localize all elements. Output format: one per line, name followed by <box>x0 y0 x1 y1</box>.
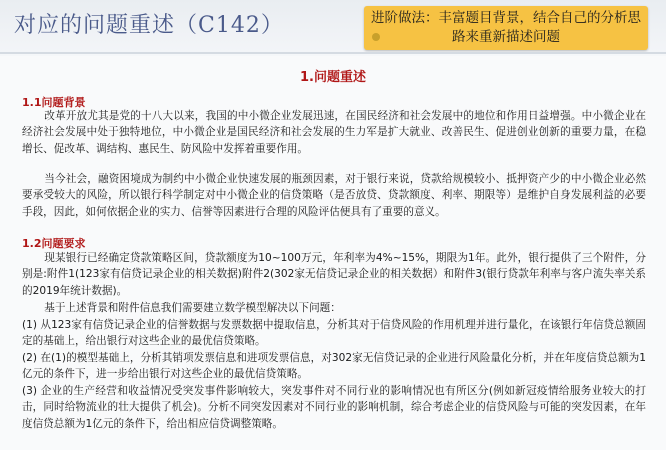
slide-title: 对应的问题重述（C142） <box>14 13 284 38</box>
background-paragraph-1: 改革开放尤其是党的十八大以来，我国的中小微企业发展迅速，在国民经济和社会发展中的地位和作用日益增强。中小微企业在经济社会发展中处于独特地位，中小微企业是国民经济和社会发展的生力军是扩大就业、改善民生、促进创业创新的重要力量，在稳增长、促改革、调结构、惠民生、防风险中发挥着重要作用。 <box>22 110 646 155</box>
requirement-item-1: (1) 从123家有信贷记录企业的信誉数据与发票数据中提取信息，分析其对于信贷风险的作用机理并进行量化，在该银行年信贷总额固定的基础上，给出银行对这些企业的最优信贷策略。 <box>22 319 646 348</box>
section-heading-background: 1.1问题背景 <box>22 96 86 109</box>
pointer-dot-icon <box>372 33 380 41</box>
callout-box <box>364 6 648 50</box>
background-paragraph-2: 当今社会，融资困境成为制约中小微企业快速发展的瓶颈因素，对于银行来说，贷款给规模较小、抵押资产少的中小微企业必然要承受较大的风险，所以银行科学制定对中小微企业的信贷策略（是否放贷、贷款额度、利率、期限等）是维护自身发展利益的必要手段，因此，如何依据企业的实力、信誉等因素进行合理的风险评估便具有了重要的意义。 <box>22 173 646 218</box>
requirement-item-2: (2) 在(1)的模型基础上，分析其销项发票信息和进项发票信息，对302家无信贷记录的企业进行风险量化分析，并在年度信贷总额为1亿元的条件下，进一步给出银行对这些企业的最优信贷策略。 <box>22 352 646 381</box>
requirement-item-3: (3) 企业的生产经营和收益情况受突发事件影响较大，突发事件对不同行业的影响情况也有所区分(例如新冠疫情给服务业较大的打击，同时给物流业的壮大提供了机会)。分析不同突发因素对不同行业的影响机制，综合考虑企业的信贷风险与可能的突发因素，在年度信贷总额为1亿元的条件下，给出相应信贷调整策略。 <box>22 385 646 430</box>
title-divider <box>0 52 666 54</box>
requirements-paragraph-1: 现某银行已经确定贷款策略区间，贷款额度为10~100万元，年利率为4%~15%，期限为1年。此外，银行提供了三个附件，分别是:附件1(123家有信贷记录企业的相关数据)附件2(302家无信贷记录企业的相关数据）和附件3(银行贷款年利率与客户流失率关系的2019年统计数据)。 <box>22 252 646 297</box>
section-heading-requirements: 1.2问题要求 <box>22 237 86 250</box>
callout-text: 进阶做法：丰富题目背景，结合自己的分析思路来重新描述问题 <box>371 10 641 45</box>
requirements-paragraph-2: 基于上述背景和附件信息我们需要建立数学模型解决以下问题： <box>44 302 341 314</box>
document-heading: 1.问题重述 <box>300 70 366 85</box>
